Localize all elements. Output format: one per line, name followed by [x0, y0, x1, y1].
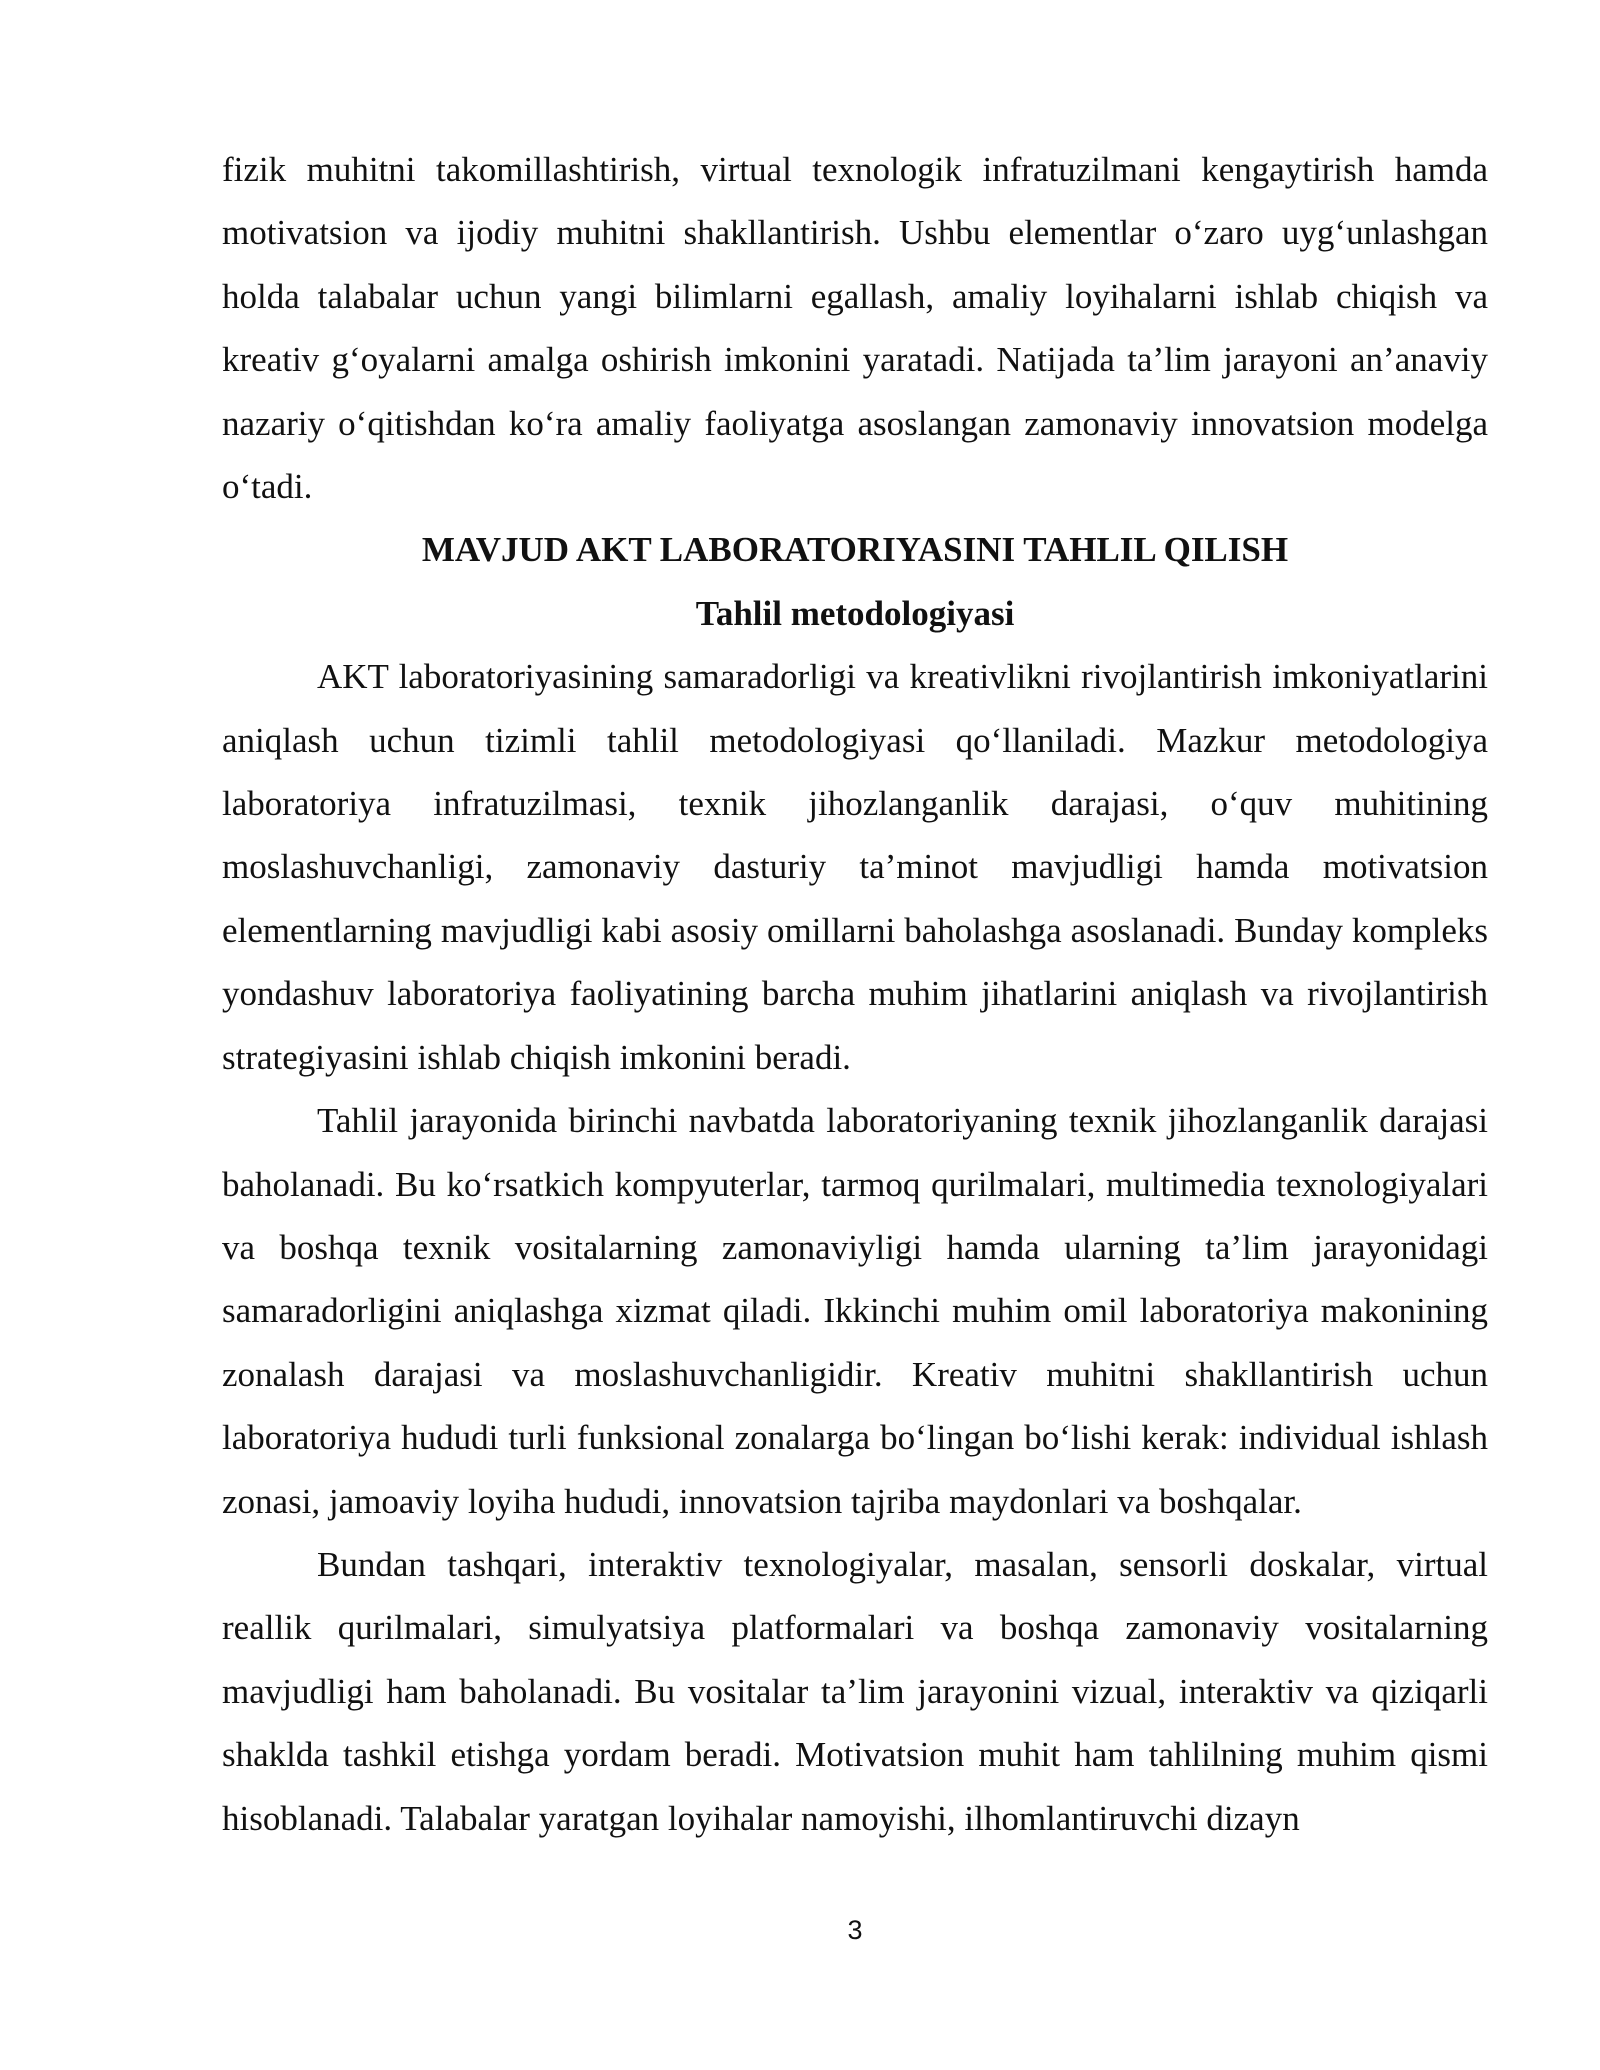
- body-paragraph-technical-equipment: Tahlil jarayonida birinchi navbatda laboratoriyaning texnik jihozlanganlik darajasi baholanadi. Bu ko‘rsatkich kompyuterlar, tarmoq qurilmalari, multimedia texnologiyalari va boshqa texnik vositalarning zamonaviyligi hamda ularning ta’lim jarayonidagi samaradorligini aniqlashga xizmat qiladi. Ikkinchi muhim omil laboratoriya makonining zonalash darajasi va moslashuvchanligidir. Kreativ muhitni shakllantirish uchun laboratoriya hududi turli funksional zonalarga bo‘lingan bo‘lishi kerak: individual ishlash zonasi, jamoaviy loyiha hududi, innovatsion tajriba maydonlari va boshqalar.: [222, 1101, 1488, 1521]
- page-number: 3: [847, 1915, 863, 1945]
- body-paragraph-methodology: AKT laboratoriyasining samaradorligi va kreativlikni rivojlantirish imkoniyatlarini aniqlash uchun tizimli tahlil metodologiyasi qo‘llaniladi. Mazkur metodologiya laboratoriya infratuzilmasi, texnik jihozlanganlik darajasi, o‘quv muhitining moslashuvchanligi, zamonaviy dasturiy ta’minot mavjudligi hamda motivatsion elementlarning mavjudligi kabi asosiy omillarni baholashga asoslanadi. Bunday kompleks yondashuv laboratoriya faoliyatining barcha muhim jihatlarini aniqlash va rivojlantirish strategiyasini ishlab chiqish imkonini beradi.: [222, 657, 1488, 1077]
- intro-paragraph: fizik muhitni takomillashtirish, virtual texnologik infratuzilmani kengaytirish hamda motivatsion va ijodiy muhitni shakllantirish. Ushbu elementlar o‘zaro uyg‘unlashgan holda talabalar uchun yangi bilimlarni egallash, amaliy loyihalarni ishlab chiqish va kreativ g‘oyalarni amalga oshirish imkonini yaratadi. Natijada ta’lim jarayoni an’anaviy nazariy o‘qitishdan ko‘ra amaliy faoliyatga asoslangan zamonaviy innovatsion modelga o‘tadi.: [222, 150, 1488, 507]
- subsection-heading: Tahlil metodologiyasi: [695, 593, 1015, 633]
- section-heading: MAVJUD AKT LABORATORIYASINI TAHLIL QILISH: [421, 530, 1289, 570]
- body-paragraph-interactive-technologies: Bundan tashqari, interaktiv texnologiyalar, masalan, sensorli doskalar, virtual reallik qurilmalari, simulyatsiya platformalari va boshqa zamonaviy vositalarning mavjudligi ham baholanadi. Bu vositalar ta’lim jarayonini vizual, interaktiv va qiziqarli shaklda tashkil etishga yordam beradi. Motivatsion muhit ham tahlilning muhim qismi hisoblanadi. Talabalar yaratgan loyihalar namoyishi, ilhomlantiruvchi dizayn: [222, 1544, 1488, 1838]
- page-content: [222, 138, 1488, 1850]
